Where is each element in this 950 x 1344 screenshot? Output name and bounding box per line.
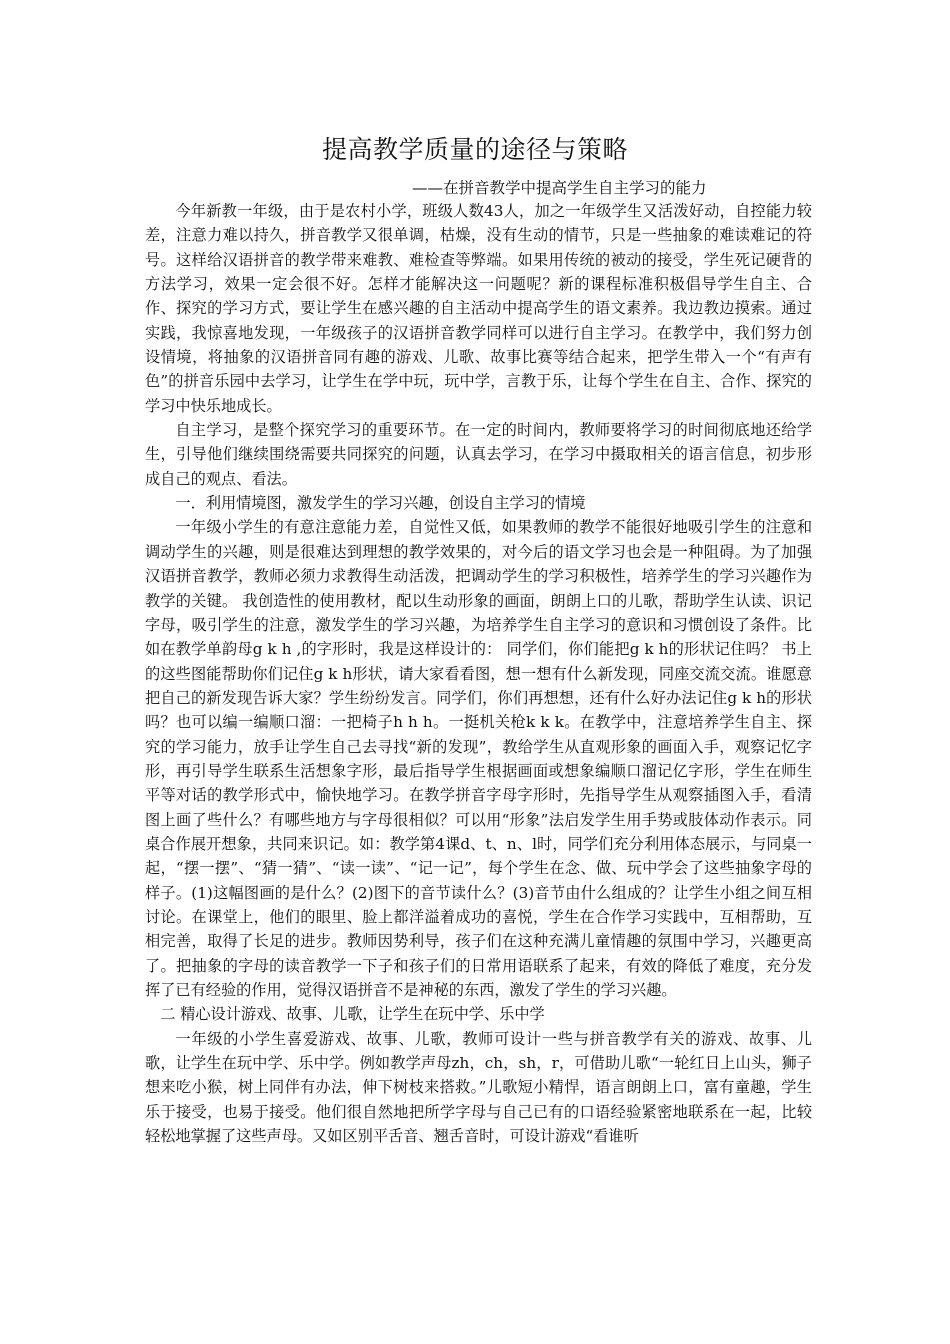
document-body	[145, 199, 812, 1148]
section-heading-1: 一．利用情境图，激发学生的学习兴趣，创设自主学习的情境	[175, 494, 586, 513]
paragraph-section-2: 一年级的小学生喜爱游戏、故事、儿歌，教师可设计一些与拼音教学有关的游戏、故事、儿歌，让学生在玩中学、乐中学。例如教学声母zh，ch，sh，r，可借助儿歌“一轮红日上山头，狮子想来吃小猴，树上同伴有办法，伸下树枝来搭救。”儿歌短小精悍，语言朗朗上口，富有童趣，学生乐于接受，也易于接受。他们很自然地把所学字母与自己已有的口语经验紧密地联系在一起，比较轻松地掌握了这些声母。又如区别平舌音、翘舌音时，可设计游戏“看谁听	[145, 1029, 812, 1146]
paragraph-section-1: 一年级小学生的有意注意能力差，自觉性又低，如果教师的教学不能很好地吸引学生的注意和调动学生的兴趣，则是很难达到理想的教学效果的，对今后的语文学习也会是一种阻碍。为了加强汉语拼音教学，教师必须力求教得生动活泼，把调动学生的学习积极性，培养学生的学习兴趣作为教学的关键。 我创造性的使用教材，配以生动形象的画面，朗朗上口的儿歌，帮助学生认读、识记字母，吸引学生的注意，激发学生的学习兴趣，为培养学生自主学习的意识和习惯创设了条件。比如在教学单韵母g k h ,的字形时，我是这样设计的： 同学们，你们能把g k h的形状记住吗？ 书上的这些图能帮助你们记住g k h形状，请大家看看图，想一想有什么新发现，同座交流交流。谁愿意把自己的新发现告诉大家？学生纷纷发言。同学们，你们再想想，还有什么好办法记住g k h的形状吗？也可以编一编顺口溜：一把椅子h h h。一挺机关枪k k k。在教学中，注意培养学生自主、探究的学习能力，放手让学生自己去寻找“新的发现”，教给学生从直观形象的画面入手，观察记忆字形，再引导学生联系生活想象字形，最后指导学生根据画面或想象编顺口溜记亿字形，学生在师生平等对话的教学形式中，愉快地学习。在教学拼音字母字形时，先指导学生从观察插图入手，看清图上画了些什么？有哪些地方与字母很相似？可以用“形象”法启发学生用手势或肢体动作表示。同桌合作展开想象，共同来识记。如：教学第4课d、t、n、l时，同学们充分利用体态展示，与同桌一起，“摆一摆”、“猜一猜”、“读一读”、“记一记”，每个学生在念、做、玩中学会了这些抽象字母的样子。(1)这幅图画的是什么？(2)图下的音节读什么？(3)音节由什么组成的？让学生小组之间互相讨论。在课堂上，他们的眼里、脸上都洋溢着成功的喜悦，学生在合作学习实践中，互相帮助，互相完善，取得了长足的进步。教师因势利导，孩子们在这种充满儿童情趣的氛围中学习，兴趣更高了。把抽象的字母的读音教学一下子和孩子们的日常用语联系了起来，有效的降低了难度，充分发挥了已有经验的作用，觉得汉语拼音不是神秘的东西，激发了学生的学习兴趣。	[145, 518, 812, 999]
paragraph-self-study: 自主学习，是整个探究学习的重要环节。在一定的时间内，教师要将学习的时间彻底地还给学生，引导他们继续围绕需要共同探究的问题，认真去学习，在学习中摄取相关的语言信息，初步形成自己的观点、看法。	[145, 421, 812, 488]
section-heading-2: 二 精心设计游戏、故事、儿歌，让学生在玩中学、乐中学	[160, 1005, 545, 1024]
document-title: 提高教学质量的途径与策略	[321, 135, 628, 164]
paragraph-intro: 今年新教一年级，由于是农村小学，班级人数43人，加之一年级学生又活泼好动，自控能力较差，注意力难以持久，拼音教学又很单调，枯燥，没有生动的情节，只是一些抽象的难读难记的符号。这样给汉语拼音的教学带来难教、难检查等弊端。如果用传统的被动的接受，学生死记硬背的方法学习，效果一定会很不好。怎样才能解决这一问题呢？新的课程标准积极倡导学生自主、合作、探究的学习方式，要让学生在感兴趣的自主活动中提高学生的语文素养。我边教边摸索。通过实践，我惊喜地发现，一年级孩子的汉语拼音教学同样可以进行自主学习。在教学中，我们努力创设情境，将抽象的汉语拼音同有趣的游戏、儿歌、故事比赛等结合起来，把学生带入一个“有声有色”的拼音乐园中去学习，让学生在学中玩，玩中学，言教于乐，让每个学生在自主、合作、探究的学习中快乐地成长。	[145, 202, 812, 415]
document-subtitle: ——在拼音教学中提高学生自主学习的能力	[412, 179, 707, 197]
